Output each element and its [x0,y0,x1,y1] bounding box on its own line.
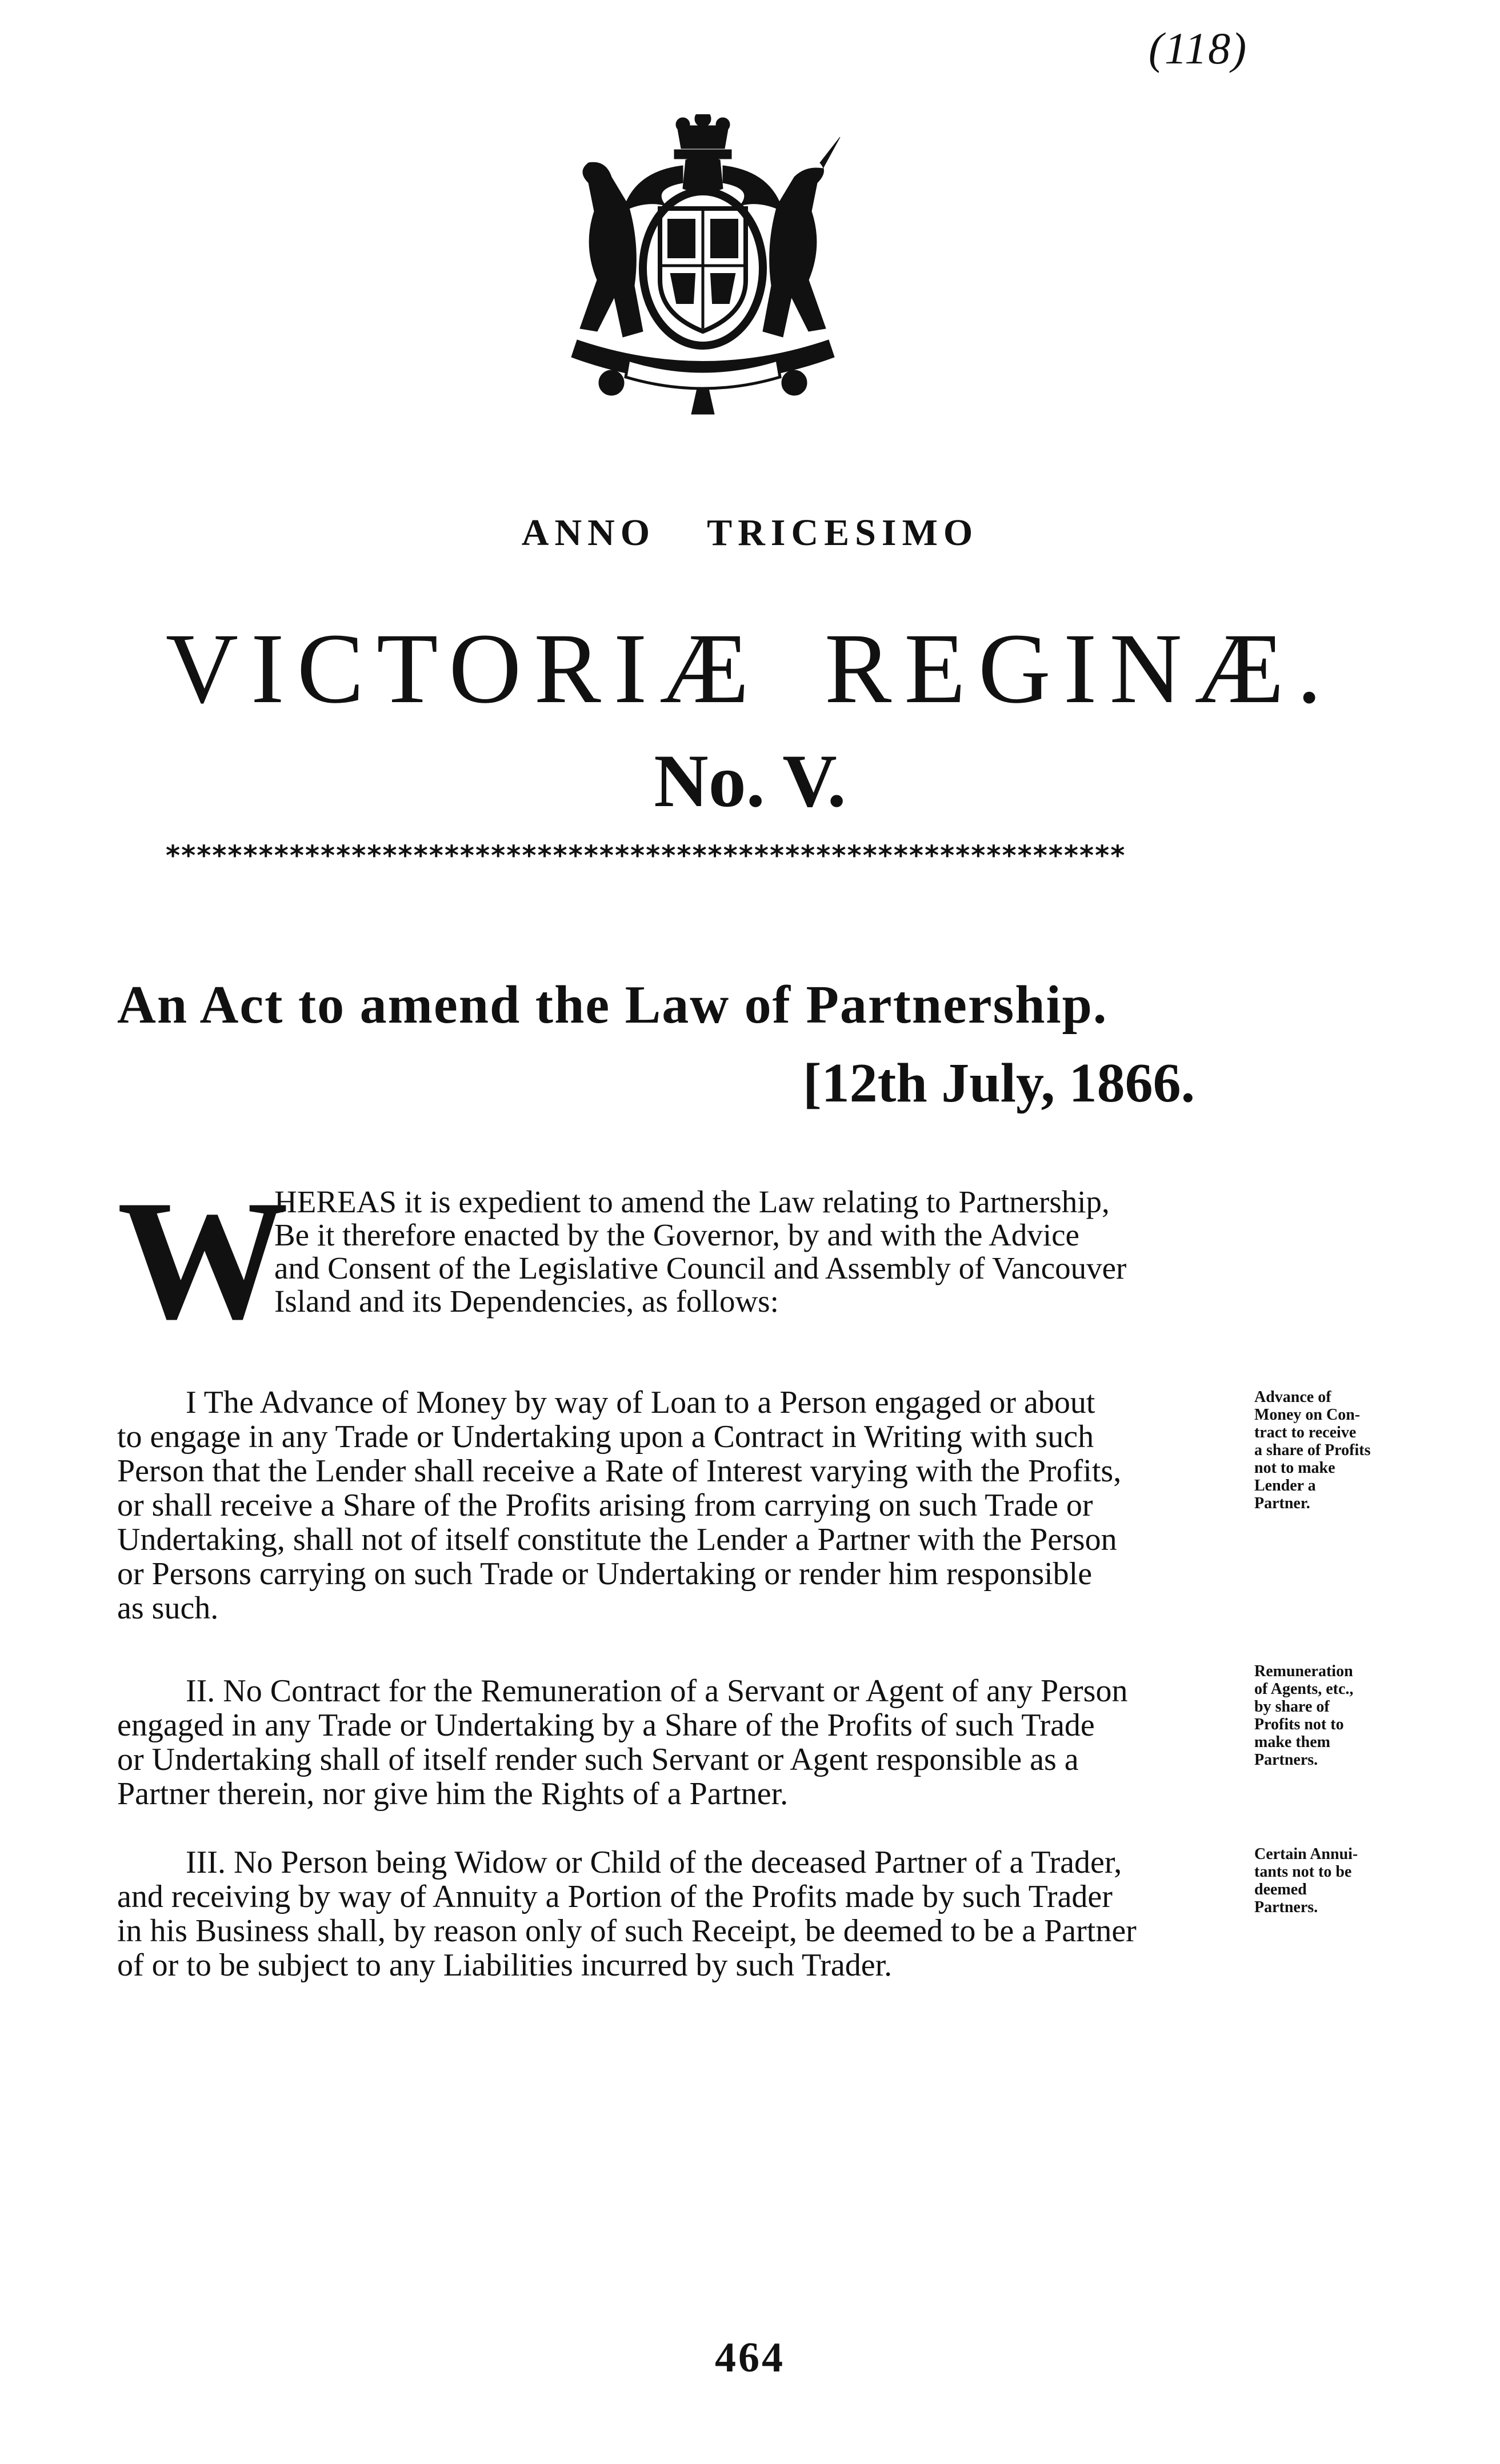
section-line: I The Advance of Money by way of Loan to a Person engaged or about [186,1385,1095,1420]
preamble-line: Be it therefore enacted by the Governor, by and with the Advice [274,1217,1079,1252]
act-number: No. V. [654,739,846,823]
note-line: Remuneration [1254,1662,1353,1680]
marginal-note-2 [1254,1662,1403,1769]
page-mark: (118) [1149,23,1248,73]
preamble [274,1185,1246,1318]
preamble-line: Island and its Dependencies, as follows: [274,1284,779,1319]
regnal-title [0,611,1500,727]
page-number: 464 [715,2334,785,2381]
marginal-note-3 [1254,1845,1403,1916]
section-line: or Undertaking shall of itself render such Servant or Agent responsible as a [117,1742,1079,1777]
note-line: of Agents, etc., [1254,1680,1354,1698]
note-line: Advance of [1254,1388,1331,1406]
note-line: make them [1254,1733,1330,1751]
act-date: [12th July, 1866. [803,1052,1195,1114]
marginal-note-1 [1254,1388,1403,1512]
royal-coat-of-arms-icon [543,114,863,417]
note-line: tract to receive [1254,1424,1357,1441]
anno-heading [0,511,1500,555]
reginae-word: REGINÆ. [824,613,1335,724]
section-line: or shall receive a Share of the Profits arising from carrying on such Trade or [117,1488,1093,1523]
note-line: tants not to be [1254,1863,1352,1881]
tricesimo-word: TRICESIMO [707,512,979,554]
section-line: Undertaking, shall not of itself constitute the Lender a Partner with the Person [117,1522,1117,1557]
section-line: engaged in any Trade or Undertaking by a Share of the Profits of such Trade [117,1708,1095,1743]
preamble-line: and Consent of the Legislative Council and Assembly of Vancouver [274,1251,1127,1285]
anno-word: ANNO [521,512,656,554]
note-line: not to make [1254,1459,1335,1477]
note-line: a share of Profits [1254,1441,1371,1459]
section-line: to engage in any Trade or Undertaking upon a Contract in Writing with such [117,1419,1094,1455]
section-line: of or to be subject to any Liabilities incurred by such Trader. [117,1948,893,1983]
note-line: Profits not to [1254,1716,1344,1733]
star-separator: ************************************************************** [166,840,1126,863]
note-line: Certain Annui- [1254,1845,1358,1863]
section-line: Partner therein, nor give him the Rights of a Partner. [117,1776,789,1812]
note-line: Lender a [1254,1477,1316,1495]
victoriae-word: VICTORIÆ [165,613,762,724]
drop-cap: W [117,1165,289,1355]
section-line: in his Business shall, by reason only of such Receipt, be deemed to be a Partner [117,1913,1137,1949]
note-line: by share of [1254,1698,1330,1716]
section-line: II. No Contract for the Remuneration of a Servant or Agent of any Person [186,1673,1128,1709]
note-line: Partners. [1254,1751,1318,1769]
preamble-line: HEREAS it is expedient to amend the Law relating to Partnership, [274,1184,1110,1219]
section-line: III. No Person being Widow or Child of the deceased Partner of a Trader, [186,1845,1122,1880]
section-1 [117,1385,1231,1625]
section-line: and receiving by way of Annuity a Portion of the Profits made by such Trader [117,1879,1113,1914]
section-line: as such. [117,1590,219,1626]
note-line: Money on Con- [1254,1406,1361,1424]
note-line: deemed [1254,1881,1307,1898]
section-2 [117,1674,1231,1811]
section-line: or Persons carrying on such Trade or Undertaking or render him responsible [117,1556,1093,1592]
section-line: Person that the Lender shall receive a Rate of Interest varying with the Profits, [117,1453,1122,1489]
act-title: An Act to amend the Law of Partnership. [117,975,1108,1035]
section-3 [117,1845,1231,1982]
note-line: Partner. [1254,1495,1310,1512]
note-line: Partners. [1254,1898,1318,1916]
